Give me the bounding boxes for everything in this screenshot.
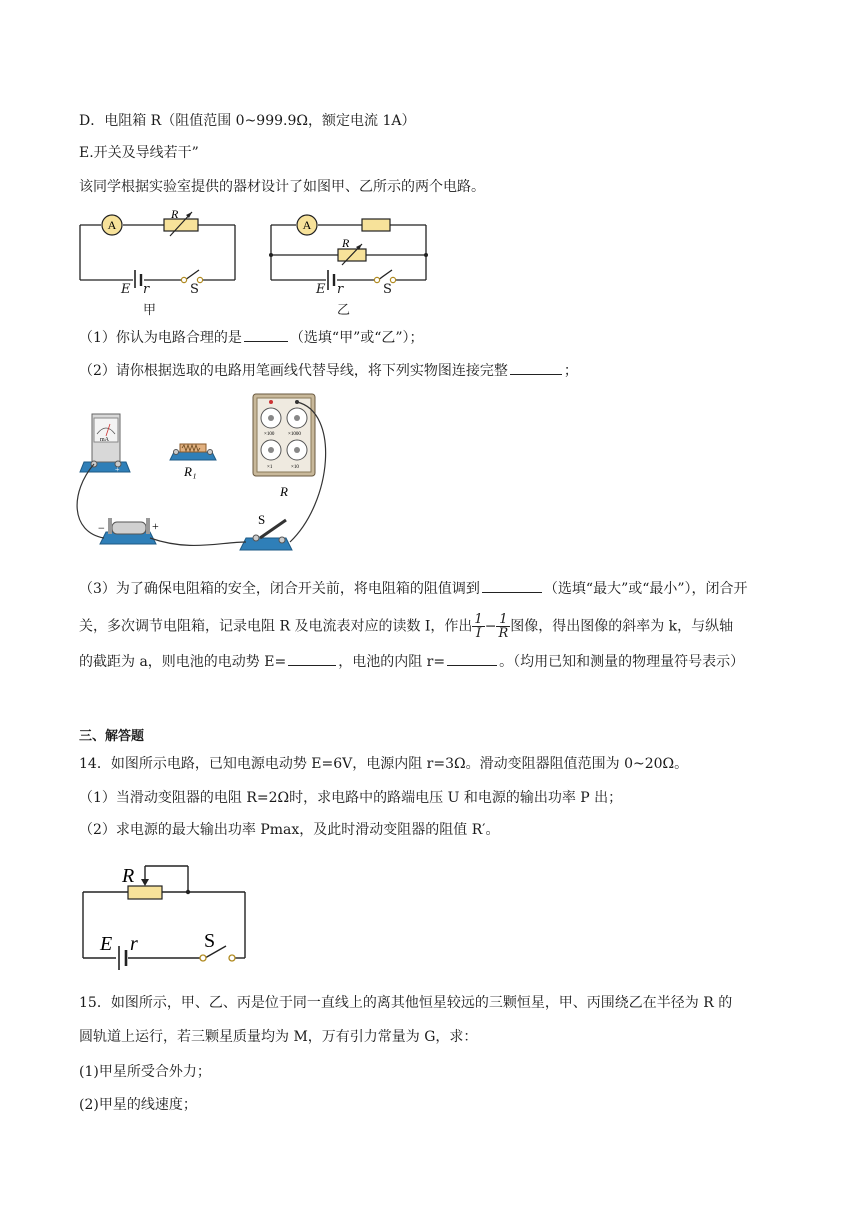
rbox-label: R [280, 484, 288, 499]
answer-blank-emf[interactable] [288, 651, 336, 666]
switch-label-jia: S [190, 282, 199, 297]
circuit-14 [80, 858, 250, 970]
figure-yi-label: 乙 [337, 303, 351, 318]
ammeter-label: A [107, 218, 117, 232]
emf-label-14: E [100, 933, 113, 955]
milliammeter-icon [80, 414, 130, 474]
option-d: D．电阻箱 R（阻值范围 0~999.9Ω，额定电流 1A） [79, 113, 416, 129]
svg-text:×100: ×100 [264, 432, 275, 437]
section-title: 三、解答题 [79, 729, 145, 744]
problem-15-part1: (1)甲星所受合外力； [79, 1064, 211, 1080]
problem-15-part2: (2)甲星的线速度； [79, 1097, 197, 1113]
r-label-yi: r [337, 282, 344, 297]
svg-text:+: + [152, 519, 159, 533]
knife-switch-icon [240, 512, 292, 550]
internal-label-14: r [130, 933, 138, 955]
rheostat-icon [128, 886, 162, 899]
problem-14: 14．如图所示电路，已知电源电动势 E=6V，电源内阻 r=3Ω。滑动变阻器阻值范围为 0~20Ω。 [79, 756, 689, 772]
switch-label-yi: S [383, 282, 392, 297]
svg-text:−: − [98, 521, 105, 535]
ma-label: mA [100, 437, 109, 443]
option-e: E.开关及导线若干” [79, 145, 199, 161]
ammeter-label: A [302, 218, 312, 232]
answer-blank-3a[interactable] [482, 578, 542, 593]
resistor-label: R [171, 208, 179, 221]
answer-blank-r[interactable] [447, 651, 497, 666]
problem-14-part1: （1）当滑动变阻器的电阻 R=2Ω时，求电路中的路端电压 U 和电源的输出功率 P 出； [79, 790, 623, 806]
question-2: （2）请你根据选取的电路用笔画线代替导线，将下列实物图连接完整 ； [79, 360, 578, 381]
r1-label: R₁ [184, 464, 197, 479]
emf-label-yi: E [316, 282, 326, 297]
circuit-yi [266, 208, 432, 290]
fraction-1-over-r: $\frac{1}{R}$ [498, 612, 509, 641]
problem-14-part2: （2）求电源的最大输出功率 Pmax，及此时滑动变阻器的阻值 R′。 [79, 822, 500, 838]
circuit-jia [78, 208, 240, 288]
resistor-label: R [342, 236, 350, 250]
rheostat-icon [164, 219, 198, 231]
question-3a: （3）为了确保电阻箱的安全，闭合开关前，将电阻箱的阻值调到 （选填“最大”或“最小”），闭合开 [79, 578, 748, 599]
svg-text:×10: ×10 [291, 465, 299, 470]
switch-app-label: S [258, 512, 266, 527]
svg-text:+: + [115, 465, 120, 474]
emf-label-jia: E [121, 282, 131, 297]
svg-text:×1: ×1 [267, 465, 273, 470]
switch-label-14: S [204, 930, 216, 952]
answer-blank-1[interactable] [244, 327, 288, 342]
fraction-1-over-i: $\frac{1}{I}$ [474, 612, 483, 641]
resistance-box-icon [253, 394, 315, 476]
resistor-r1-icon [170, 444, 216, 460]
answer-blank-2[interactable] [510, 360, 562, 375]
figure-jia-label: 甲 [143, 303, 157, 318]
resistor-icon [362, 219, 390, 231]
design-text: 该同学根据实验室提供的器材设计了如图甲、乙所示的两个电路。 [79, 179, 485, 195]
svg-text:×1000: ×1000 [288, 432, 301, 437]
problem-15-line1: 15．如图所示，甲、乙、丙是位于同一直线上的离其他恒星较远的三颗恒星，甲、丙围绕乙在半径为 R 的 [79, 995, 733, 1011]
apparatus-figure [70, 392, 340, 562]
question-1: （1）你认为电路合理的是 （选填“甲”或“乙”）； [79, 327, 424, 348]
r-label-jia: r [143, 282, 150, 297]
battery-icon [98, 518, 159, 544]
r-label-14: R [122, 865, 135, 887]
question-3c: 的截距为 a，则电池的电动势 E= ，电池的内阻 r= 。（均用已知和测量的物理量符号表示） [79, 651, 744, 672]
problem-15-line2: 圆轨道上运行，若三颗星质量均为 M，万有引力常量为 G，求： [79, 1029, 478, 1045]
question-3b: 关，多次调节电阻箱，记录电阻 R 及电流表对应的读数 I，作出 $\frac{1}{I}$ − $\frac{1}{R}$ 图像，得出图像的斜率为 k，与纵轴 [79, 612, 734, 641]
